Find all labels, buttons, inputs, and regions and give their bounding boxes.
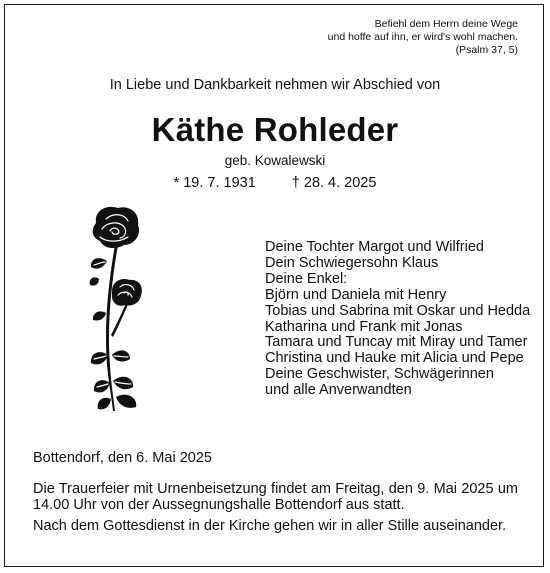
bible-verse-line: Befiehl dem Herrn deine Wege — [374, 18, 518, 30]
mourner-line: Björn und Daniela mit Henry — [265, 286, 447, 303]
mourner-line: Deine Tochter Margot und Wilfried — [265, 239, 484, 255]
mourner-line: Katharina und Frank mit Jonas — [265, 318, 463, 335]
intro-text: In Liebe und Dankbarkeit nehmen wir Abschied von — [109, 77, 441, 93]
mourner-line: Deine Enkel: — [265, 270, 348, 287]
rose-icon — [82, 205, 152, 417]
mourner-line: Christina und Hauke mit Alicia und Pepe — [265, 350, 524, 367]
life-dates — [0, 175, 550, 191]
place-date: Bottendorf, den 6. Mai 2025 — [33, 450, 212, 466]
maiden-name: geb. Kowalewski — [224, 153, 326, 168]
deceased-name: Käthe Rohleder — [151, 111, 399, 148]
birth-date: * 19. 7. 1931 — [173, 175, 256, 191]
mourner-line: Tamara und Tuncay mit Miray und Tamer — [265, 334, 528, 351]
mourner-line: Dein Schwiegersohn Klaus — [265, 254, 439, 271]
closing-note: Nach dem Gottesdienst in der Kirche gehen wir in aller Stille auseinander. — [33, 518, 507, 534]
mourners-list — [265, 240, 530, 399]
mourner-line: Tobias und Sabrina mit Oskar und Hedda — [265, 302, 531, 319]
mourner-line: Deine Geschwister, Schwägerinnen — [265, 366, 494, 383]
mourner-line: und alle Anverwandten — [265, 382, 412, 399]
bible-verse — [328, 18, 518, 57]
bible-verse-reference: (Psalm 37, 5) — [455, 44, 518, 56]
bible-verse-line: und hoffe auf ihn, er wird's wohl machen. — [327, 31, 518, 43]
funeral-notice: Die Trauerfeier mit Urnenbeisetzung findet am Freitag, den 9. Mai 2025 um 14.00 Uhr von der Aussegnungshalle Bottendorf aus statt. — [33, 481, 518, 513]
death-date: † 28. 4. 2025 — [291, 175, 377, 191]
